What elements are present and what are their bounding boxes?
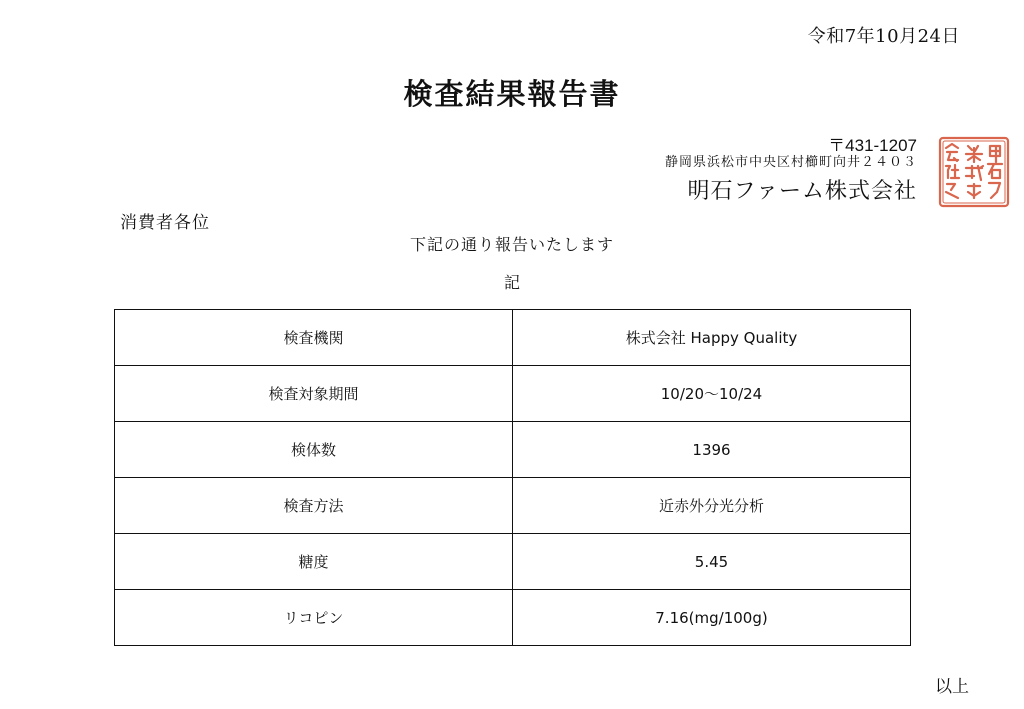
- report-date: 令和7年10月24日: [807, 26, 960, 47]
- ki-marker: 記: [503, 273, 520, 292]
- row-label: 検査対象期間: [115, 366, 513, 422]
- row-value: 5.45: [513, 534, 911, 590]
- table-row: [115, 310, 911, 366]
- table-row: [115, 534, 911, 590]
- closing-word: 以上: [935, 677, 969, 697]
- row-label: 糖度: [115, 534, 513, 590]
- table-row: [115, 590, 911, 646]
- postal-code: 〒431-1207: [828, 136, 917, 155]
- company-seal-stamp: [938, 136, 1010, 208]
- row-label: リコピン: [115, 590, 513, 646]
- page-title: 検査結果報告書: [403, 77, 621, 111]
- table-row: [115, 422, 911, 478]
- sender-company: 明石ファーム株式会社: [687, 179, 917, 204]
- row-label: 検体数: [115, 422, 513, 478]
- recipient-line: 消費者各位: [120, 213, 210, 233]
- row-label: 検査機関: [115, 310, 513, 366]
- table-row: [115, 478, 911, 534]
- intro-sentence: 下記の通り報告いたします: [409, 235, 614, 254]
- row-value: 10/20～10/24: [513, 366, 911, 422]
- results-table: [114, 309, 911, 646]
- row-value: 7.16(mg/100g): [513, 590, 911, 646]
- row-value: 1396: [513, 422, 911, 478]
- row-value: 近赤外分光分析: [513, 478, 911, 534]
- table-row: [115, 366, 911, 422]
- row-value: 株式会社 Happy Quality: [513, 310, 911, 366]
- sender-address: 静岡県浜松市中央区村櫛町向井２４０３: [664, 155, 917, 170]
- row-label: 検査方法: [115, 478, 513, 534]
